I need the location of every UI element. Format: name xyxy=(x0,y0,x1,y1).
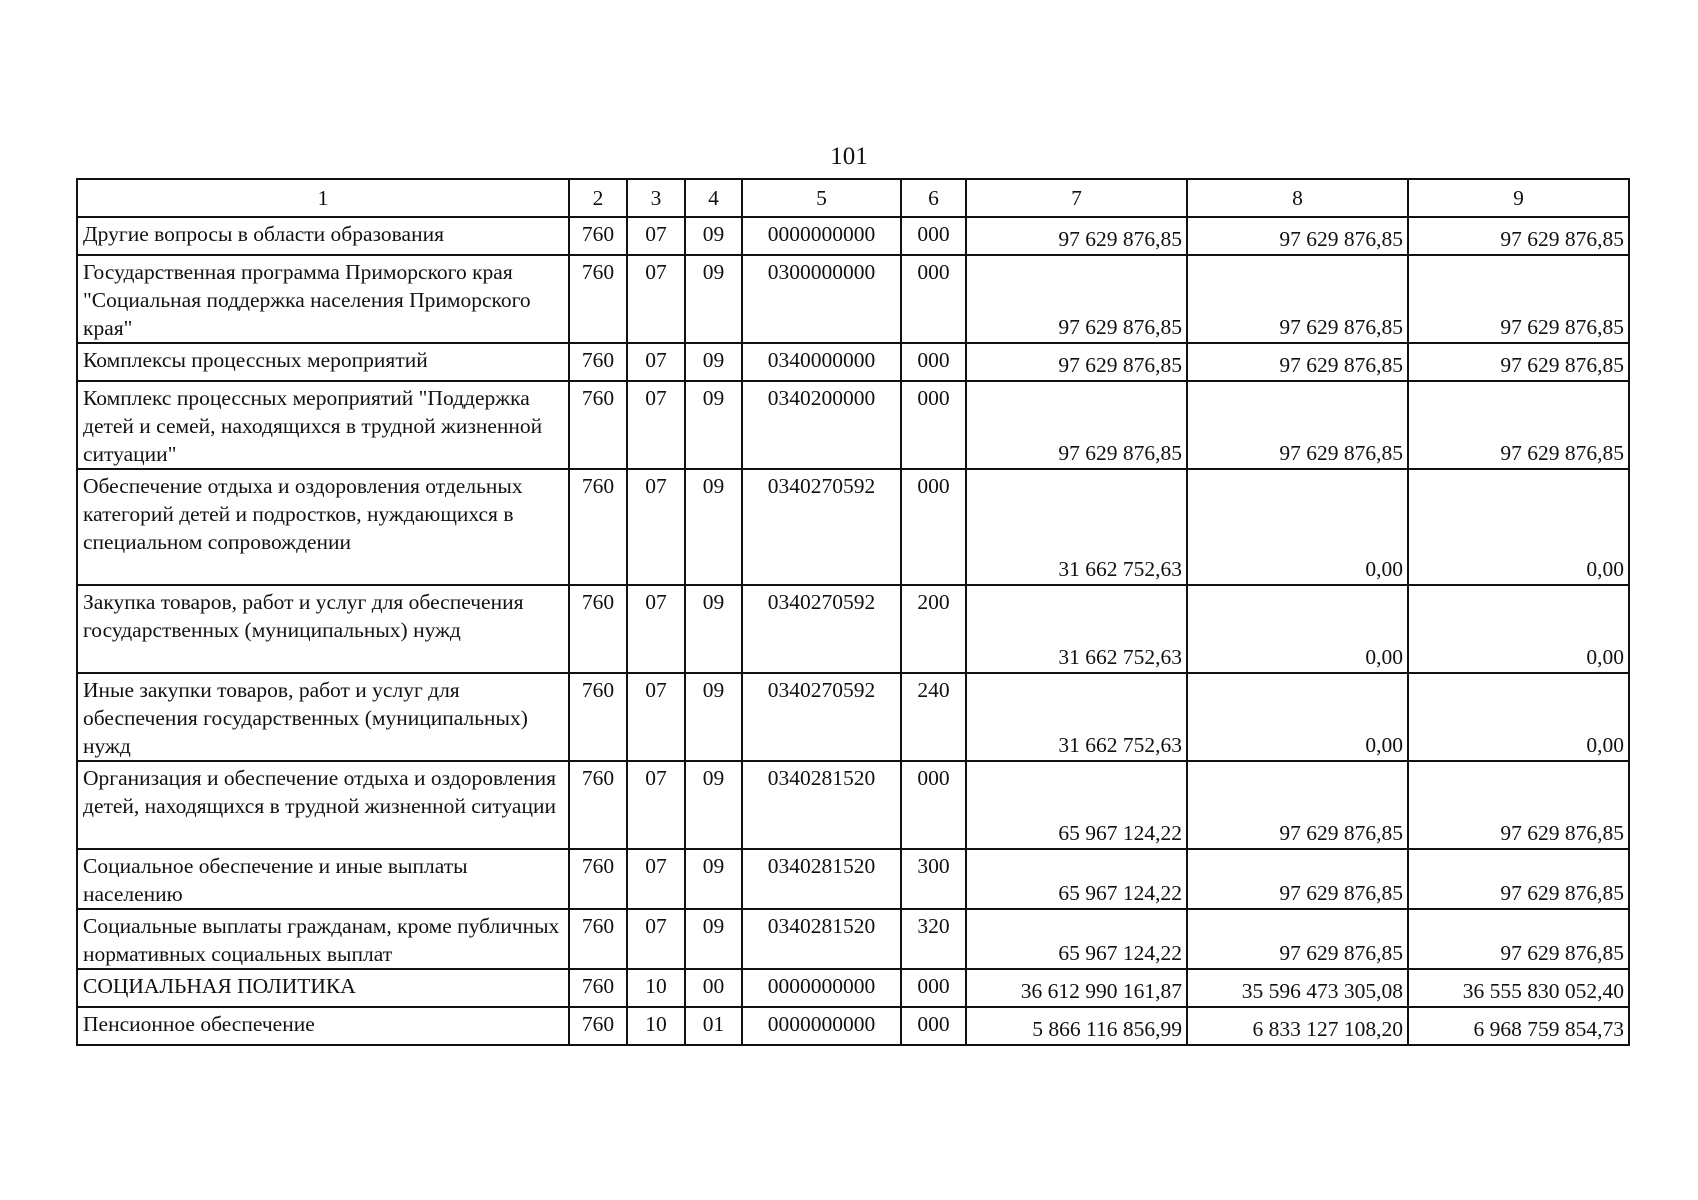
table-row xyxy=(77,381,1629,469)
amount-col-9: 97 629 876,85 xyxy=(1408,761,1629,849)
expense-type-code: 000 xyxy=(901,255,966,343)
amount-col-7: 31 662 752,63 xyxy=(966,673,1187,761)
section-code: 07 xyxy=(627,255,685,343)
ministry-code: 760 xyxy=(569,969,627,1007)
expense-type-code: 000 xyxy=(901,381,966,469)
page-number: 101 xyxy=(830,143,868,170)
expense-type-code: 000 xyxy=(901,217,966,255)
table-row xyxy=(77,469,1629,585)
table-row xyxy=(77,255,1629,343)
amount-col-9: 6 968 759 854,73 xyxy=(1408,1007,1629,1045)
subsection-code: 09 xyxy=(685,673,742,761)
row-name: Закупка товаров, работ и услуг для обеспечения государственных (муниципальных) нужд xyxy=(77,585,569,673)
expense-type-code: 000 xyxy=(901,343,966,381)
amount-col-9: 97 629 876,85 xyxy=(1408,381,1629,469)
amount-col-8: 0,00 xyxy=(1187,469,1408,585)
amount-col-9: 97 629 876,85 xyxy=(1408,217,1629,255)
row-name: Обеспечение отдыха и оздоровления отдельных категорий детей и подростков, нуждающихся в специальном сопровождении xyxy=(77,469,569,585)
amount-col-9: 36 555 830 052,40 xyxy=(1408,969,1629,1007)
table-row xyxy=(77,761,1629,849)
column-header: 9 xyxy=(1408,179,1629,217)
column-header: 7 xyxy=(966,179,1187,217)
section-code: 07 xyxy=(627,469,685,585)
row-name: Организация и обеспечение отдыха и оздоровления детей, находящихся в трудной жизненной ситуации xyxy=(77,761,569,849)
amount-col-9: 0,00 xyxy=(1408,469,1629,585)
table-row xyxy=(77,343,1629,381)
amount-col-8: 97 629 876,85 xyxy=(1187,909,1408,969)
target-article-code: 0000000000 xyxy=(742,217,901,255)
row-name: Комплексы процессных мероприятий xyxy=(77,343,569,381)
amount-col-8: 97 629 876,85 xyxy=(1187,255,1408,343)
amount-col-8: 97 629 876,85 xyxy=(1187,217,1408,255)
subsection-code: 09 xyxy=(685,849,742,909)
table-header xyxy=(77,179,1629,217)
amount-col-9: 0,00 xyxy=(1408,673,1629,761)
amount-col-8: 97 629 876,85 xyxy=(1187,761,1408,849)
row-name: Другие вопросы в области образования xyxy=(77,217,569,255)
column-header: 5 xyxy=(742,179,901,217)
section-code: 07 xyxy=(627,761,685,849)
ministry-code: 760 xyxy=(569,849,627,909)
amount-col-7: 5 866 116 856,99 xyxy=(966,1007,1187,1045)
expense-type-code: 000 xyxy=(901,969,966,1007)
section-code: 10 xyxy=(627,1007,685,1045)
target-article-code: 0340000000 xyxy=(742,343,901,381)
section-code: 07 xyxy=(627,673,685,761)
ministry-code: 760 xyxy=(569,217,627,255)
table-row xyxy=(77,1007,1629,1045)
row-name: Пенсионное обеспечение xyxy=(77,1007,569,1045)
expense-type-code: 300 xyxy=(901,849,966,909)
amount-col-8: 0,00 xyxy=(1187,673,1408,761)
target-article-code: 0340281520 xyxy=(742,909,901,969)
subsection-code: 09 xyxy=(685,761,742,849)
row-name: СОЦИАЛЬНАЯ ПОЛИТИКА xyxy=(77,969,569,1007)
table-row xyxy=(77,217,1629,255)
expense-type-code: 000 xyxy=(901,761,966,849)
subsection-code: 00 xyxy=(685,969,742,1007)
row-name: Комплекс процессных мероприятий "Поддержка детей и семей, находящихся в трудной жизненной ситуации" xyxy=(77,381,569,469)
ministry-code: 760 xyxy=(569,585,627,673)
subsection-code: 09 xyxy=(685,909,742,969)
amount-col-9: 97 629 876,85 xyxy=(1408,849,1629,909)
section-code: 07 xyxy=(627,849,685,909)
target-article-code: 0340270592 xyxy=(742,673,901,761)
column-header: 2 xyxy=(569,179,627,217)
amount-col-9: 0,00 xyxy=(1408,585,1629,673)
table-row xyxy=(77,673,1629,761)
column-header: 3 xyxy=(627,179,685,217)
table-row xyxy=(77,849,1629,909)
budget-table xyxy=(76,178,1630,1046)
row-name: Иные закупки товаров, работ и услуг для обеспечения государственных (муниципальных) нужд xyxy=(77,673,569,761)
amount-col-7: 97 629 876,85 xyxy=(966,255,1187,343)
ministry-code: 760 xyxy=(569,761,627,849)
amount-col-9: 97 629 876,85 xyxy=(1408,909,1629,969)
section-code: 07 xyxy=(627,909,685,969)
expense-type-code: 000 xyxy=(901,1007,966,1045)
amount-col-7: 97 629 876,85 xyxy=(966,343,1187,381)
amount-col-9: 97 629 876,85 xyxy=(1408,343,1629,381)
amount-col-7: 97 629 876,85 xyxy=(966,381,1187,469)
subsection-code: 09 xyxy=(685,381,742,469)
target-article-code: 0340281520 xyxy=(742,849,901,909)
row-name: Государственная программа Приморского края "Социальная поддержка населения Приморского края" xyxy=(77,255,569,343)
row-name: Социальное обеспечение и иные выплаты населению xyxy=(77,849,569,909)
ministry-code: 760 xyxy=(569,381,627,469)
target-article-code: 0340270592 xyxy=(742,469,901,585)
table-row xyxy=(77,585,1629,673)
ministry-code: 760 xyxy=(569,255,627,343)
target-article-code: 0300000000 xyxy=(742,255,901,343)
target-article-code: 0340200000 xyxy=(742,381,901,469)
ministry-code: 760 xyxy=(569,673,627,761)
header-row xyxy=(77,179,1629,217)
amount-col-8: 97 629 876,85 xyxy=(1187,381,1408,469)
target-article-code: 0340281520 xyxy=(742,761,901,849)
target-article-code: 0000000000 xyxy=(742,1007,901,1045)
subsection-code: 09 xyxy=(685,255,742,343)
column-header: 8 xyxy=(1187,179,1408,217)
ministry-code: 760 xyxy=(569,469,627,585)
amount-col-7: 97 629 876,85 xyxy=(966,217,1187,255)
ministry-code: 760 xyxy=(569,343,627,381)
target-article-code: 0340270592 xyxy=(742,585,901,673)
amount-col-8: 97 629 876,85 xyxy=(1187,849,1408,909)
amount-col-8: 35 596 473 305,08 xyxy=(1187,969,1408,1007)
table-body xyxy=(77,217,1629,1045)
row-name: Социальные выплаты гражданам, кроме публичных нормативных социальных выплат xyxy=(77,909,569,969)
target-article-code: 0000000000 xyxy=(742,969,901,1007)
subsection-code: 09 xyxy=(685,217,742,255)
amount-col-7: 65 967 124,22 xyxy=(966,849,1187,909)
column-header: 1 xyxy=(77,179,569,217)
section-code: 07 xyxy=(627,217,685,255)
table-row xyxy=(77,969,1629,1007)
subsection-code: 01 xyxy=(685,1007,742,1045)
amount-col-7: 31 662 752,63 xyxy=(966,585,1187,673)
amount-col-7: 65 967 124,22 xyxy=(966,761,1187,849)
subsection-code: 09 xyxy=(685,343,742,381)
subsection-code: 09 xyxy=(685,469,742,585)
expense-type-code: 000 xyxy=(901,469,966,585)
section-code: 07 xyxy=(627,381,685,469)
amount-col-9: 97 629 876,85 xyxy=(1408,255,1629,343)
column-header: 4 xyxy=(685,179,742,217)
amount-col-8: 0,00 xyxy=(1187,585,1408,673)
amount-col-7: 36 612 990 161,87 xyxy=(966,969,1187,1007)
amount-col-7: 31 662 752,63 xyxy=(966,469,1187,585)
section-code: 07 xyxy=(627,343,685,381)
expense-type-code: 200 xyxy=(901,585,966,673)
section-code: 07 xyxy=(627,585,685,673)
expense-type-code: 320 xyxy=(901,909,966,969)
subsection-code: 09 xyxy=(685,585,742,673)
ministry-code: 760 xyxy=(569,1007,627,1045)
amount-col-8: 97 629 876,85 xyxy=(1187,343,1408,381)
column-header: 6 xyxy=(901,179,966,217)
ministry-code: 760 xyxy=(569,909,627,969)
amount-col-7: 65 967 124,22 xyxy=(966,909,1187,969)
table-row xyxy=(77,909,1629,969)
expense-type-code: 240 xyxy=(901,673,966,761)
amount-col-8: 6 833 127 108,20 xyxy=(1187,1007,1408,1045)
section-code: 10 xyxy=(627,969,685,1007)
